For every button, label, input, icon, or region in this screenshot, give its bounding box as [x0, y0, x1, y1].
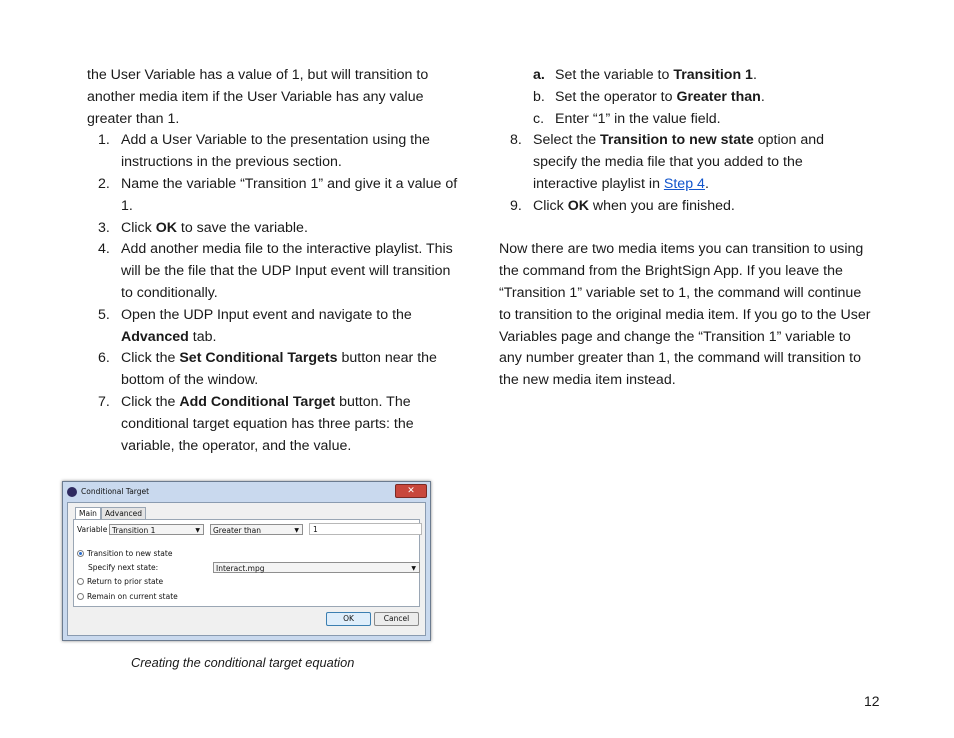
- step-bold-text: Set Conditional Targets: [179, 350, 338, 367]
- next-state-dropdown[interactable]: [213, 562, 420, 573]
- substep-letter: c.: [533, 110, 545, 127]
- step-4-link[interactable]: Step 4: [663, 175, 705, 192]
- step-3: [87, 218, 459, 240]
- step-7: [87, 392, 459, 457]
- substeps-list: [499, 65, 871, 130]
- substep-letter: b.: [533, 88, 545, 105]
- variable-value: Transition 1: [112, 526, 156, 535]
- variable-dropdown[interactable]: [109, 524, 204, 535]
- step-number: 1.: [98, 132, 110, 149]
- step-text: .: [704, 175, 709, 192]
- step-text: Open the UDP Input event and navigate to the: [121, 306, 412, 323]
- tab-advanced[interactable]: Advanced: [101, 507, 146, 519]
- closing-paragraph: Now there are two media items you can transition to using the command from the BrightSign App. If you leave the “Transition 1” variable set to 1, the command will continue to transition to the original media item. If you go to the User Variables page and change the “Transition 1” variable to any number greater than 1, the command will transition to the new media item instead.: [499, 241, 871, 389]
- radio-return-prior-state[interactable]: [77, 578, 84, 585]
- radio-transition-new-state[interactable]: [77, 550, 84, 557]
- operator-value: Greater than: [213, 526, 262, 535]
- step-text: Add a User Variable to the presentation using the instructions in the previous section.: [121, 132, 430, 171]
- radio-current-label: Remain on current state: [87, 592, 178, 601]
- step-text: .: [760, 88, 765, 105]
- step-text: Enter “1” in the value field.: [555, 110, 721, 127]
- page-number: 12: [864, 693, 880, 709]
- step-text: .: [752, 67, 757, 83]
- main-tab-panel: [73, 519, 420, 607]
- step-number: 2.: [98, 175, 110, 192]
- steps-list-left: [87, 130, 459, 457]
- substep-c: [499, 109, 871, 131]
- step-number: 9.: [510, 197, 522, 214]
- step-6: [87, 348, 459, 392]
- step-number: 3.: [98, 219, 110, 236]
- step-bold-text: Advanced: [121, 328, 189, 345]
- substep-a: [499, 65, 871, 87]
- radio-remain-current-state[interactable]: [77, 593, 84, 600]
- step-bold-text: OK: [155, 219, 177, 236]
- step-text: Click the: [121, 350, 180, 367]
- tab-main[interactable]: Main: [75, 507, 101, 520]
- ok-button[interactable]: OK: [326, 612, 371, 626]
- cancel-button[interactable]: Cancel: [374, 612, 419, 626]
- step-text: Set the variable to: [555, 67, 674, 83]
- step-text: Set the operator to: [555, 88, 677, 105]
- step-number: 7.: [98, 393, 110, 410]
- step-number: 4.: [98, 241, 110, 258]
- step-text: Click: [121, 219, 156, 236]
- left-column: [87, 65, 459, 457]
- step-bold-text: Transition to new state: [600, 132, 754, 149]
- step-text: button near the bottom of the window.: [121, 350, 437, 389]
- step-text: Select the: [533, 132, 601, 149]
- intro-paragraph: the User Variable has a value of 1, but will transition to another media item if the User Variable has any value greater than 1.: [87, 67, 429, 127]
- step-2: [87, 174, 459, 218]
- next-state-value: Interact.mpg: [216, 564, 265, 573]
- value-field[interactable]: 1: [309, 523, 422, 535]
- dialog-titlebar: [67, 485, 149, 499]
- paragraph-gap: [499, 218, 871, 240]
- step-text: Name the variable “Transition 1” and give it a value of 1.: [121, 175, 458, 214]
- dialog-title: Conditional Target: [81, 487, 150, 496]
- step-text: button. The conditional target equation has three parts: the variable, the operator, and the value.: [121, 393, 414, 454]
- step-number: 6.: [98, 350, 110, 367]
- close-button[interactable]: ✕: [395, 484, 427, 498]
- step-text: when you are finished.: [588, 197, 735, 214]
- brightsign-logo-icon: [67, 487, 77, 497]
- dialog-body: [67, 502, 426, 636]
- variable-label: Variable: [77, 525, 108, 534]
- radio-prior-label: Return to prior state: [87, 577, 164, 586]
- radio-transition-label: Transition to new state: [87, 549, 173, 558]
- step-bold-text: Add Conditional Target: [179, 393, 336, 410]
- step-text: to save the variable.: [176, 219, 308, 236]
- step-number: 5.: [98, 306, 110, 323]
- step-9: [499, 196, 871, 218]
- figure-caption: Creating the conditional target equation: [131, 655, 355, 670]
- next-state-label: Specify next state:: [88, 563, 159, 572]
- operator-dropdown[interactable]: [210, 524, 303, 535]
- step-text: tab.: [188, 328, 217, 345]
- step-text: Click: [533, 197, 568, 214]
- substep-b: [499, 87, 871, 109]
- step-8: [499, 130, 871, 195]
- chevron-down-icon: ▼: [195, 527, 200, 534]
- step-text: Add another media file to the interactive playlist. This will be the file that the UDP Input event will transition to conditionally.: [121, 241, 453, 301]
- substep-letter: a.: [533, 67, 545, 83]
- step-text: option and specify the media file that you added to the interactive playlist in: [533, 132, 824, 192]
- step-bold-text: Transition 1: [673, 67, 753, 83]
- chevron-down-icon: ▼: [294, 527, 299, 534]
- right-column: [499, 65, 871, 392]
- chevron-down-icon: ▼: [411, 565, 416, 572]
- step-4: [87, 239, 459, 304]
- step-5: [87, 305, 459, 349]
- step-1: [87, 130, 459, 174]
- step-number: 8.: [510, 132, 522, 149]
- steps-list-right: [499, 130, 871, 217]
- conditional-target-dialog: [62, 481, 431, 641]
- step-bold-text: OK: [567, 197, 589, 214]
- step-bold-text: Greater than: [676, 88, 761, 105]
- step-text: Click the: [121, 393, 180, 410]
